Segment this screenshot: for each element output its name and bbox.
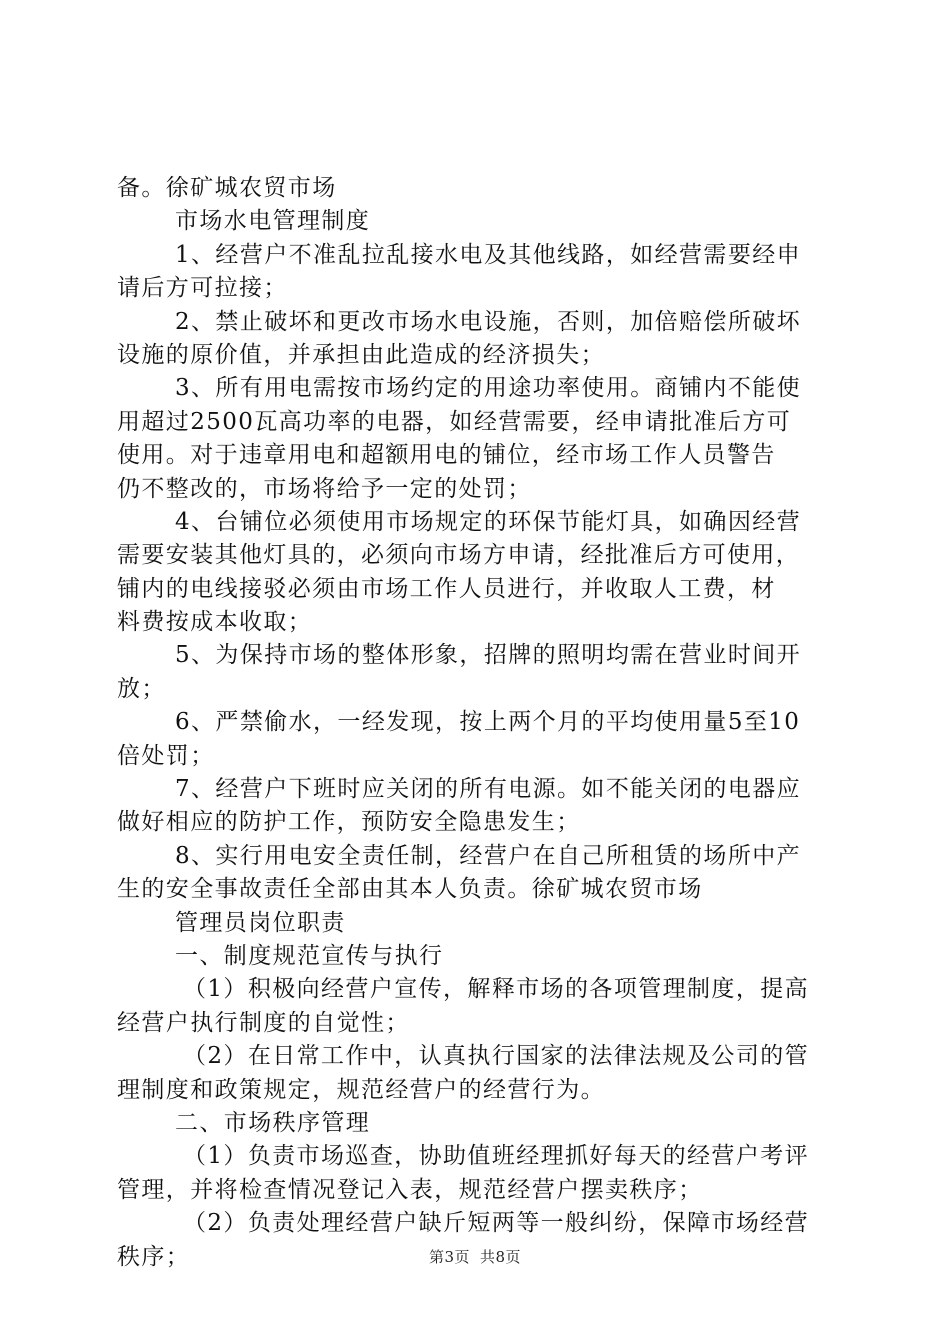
text-line: 料费按成本收取； <box>117 609 313 636</box>
text-line: 秩序； <box>117 1243 191 1270</box>
text-line: 经营户执行制度的自觉性； <box>117 1009 410 1036</box>
text-line: 理制度和政策规定，规范经营户的经营行为。 <box>117 1076 605 1103</box>
text-line: 备。徐矿城农贸市场 <box>117 175 337 201</box>
text-line: 管理，并将检查情况登记入表，规范经营户摆卖秩序； <box>117 1176 703 1203</box>
text-line: （2）在日常工作中，认真执行国家的法律法规及公司的管 <box>183 1043 810 1070</box>
text-line: 6、严禁偷水，一经发现，按上两个月的平均使用量5至10 <box>175 709 801 736</box>
text-line: 设施的原价值，并承担由此造成的经济损失； <box>117 341 605 368</box>
text-line: 请后方可拉接； <box>117 275 288 302</box>
text-line: 3、所有用电需按市场约定的用途功率使用。商铺内不能使 <box>175 375 802 402</box>
page-number: 第3页 <box>428 1248 470 1266</box>
subsection-title: 一、制度规范宣传与执行 <box>175 942 444 969</box>
section-title: 市场水电管理制度 <box>175 208 371 235</box>
text-line: （2）负责处理经营户缺斤短两等一般纠纷，保障市场经营 <box>183 1210 810 1237</box>
text-line: 做好相应的防护工作，预防安全隐患发生； <box>117 809 581 836</box>
text-line: 2、禁止破坏和更改市场水电设施，否则，加倍赔偿所破坏 <box>175 308 802 335</box>
text-line: 1、经营户不准乱拉乱接水电及其他线路，如经营需要经申 <box>175 241 802 268</box>
text-line: 7、经营户下班时应关闭的所有电源。如不能关闭的电器应 <box>175 776 802 803</box>
text-line: 铺内的电线接驳必须由市场工作人员进行，并收取人工费，材 <box>117 575 776 602</box>
text-line: 5、为保持市场的整体形象，招牌的照明均需在营业时间开 <box>175 642 802 669</box>
text-line: 放； <box>117 675 166 702</box>
text-line: 倍处罚； <box>117 742 215 769</box>
page-footer <box>0 1246 950 1267</box>
text-line: 需要安装其他灯具的，必须向市场方申请，经批准后方可使用， <box>117 542 801 569</box>
text-line: （1）积极向经营户宣传，解释市场的各项管理制度，提高 <box>183 976 810 1003</box>
page-total: 共8页 <box>480 1248 522 1266</box>
text-line: 4、台铺位必须使用市场规定的环保节能灯具，如确因经营 <box>175 508 802 535</box>
text-line: 使用。对于违章用电和超额用电的铺位，经市场工作人员警告 <box>117 442 776 469</box>
text-line: 用超过2500瓦高功率的电器，如经营需要，经申请批准后方可 <box>117 408 792 435</box>
section-title: 管理员岗位职责 <box>175 909 346 936</box>
document-body <box>117 172 837 1274</box>
subsection-title: 二、市场秩序管理 <box>175 1109 371 1136</box>
text-line: 仍不整改的，市场将给予一定的处罚； <box>117 475 532 502</box>
text-line: 8、实行用电安全责任制，经营户在自己所租赁的场所中产 <box>175 842 802 869</box>
text-line: 生的安全事故责任全部由其本人负责。徐矿城农贸市场 <box>117 876 703 903</box>
text-line: （1）负责市场巡查，协助值班经理抓好每天的经营户考评 <box>183 1143 810 1170</box>
